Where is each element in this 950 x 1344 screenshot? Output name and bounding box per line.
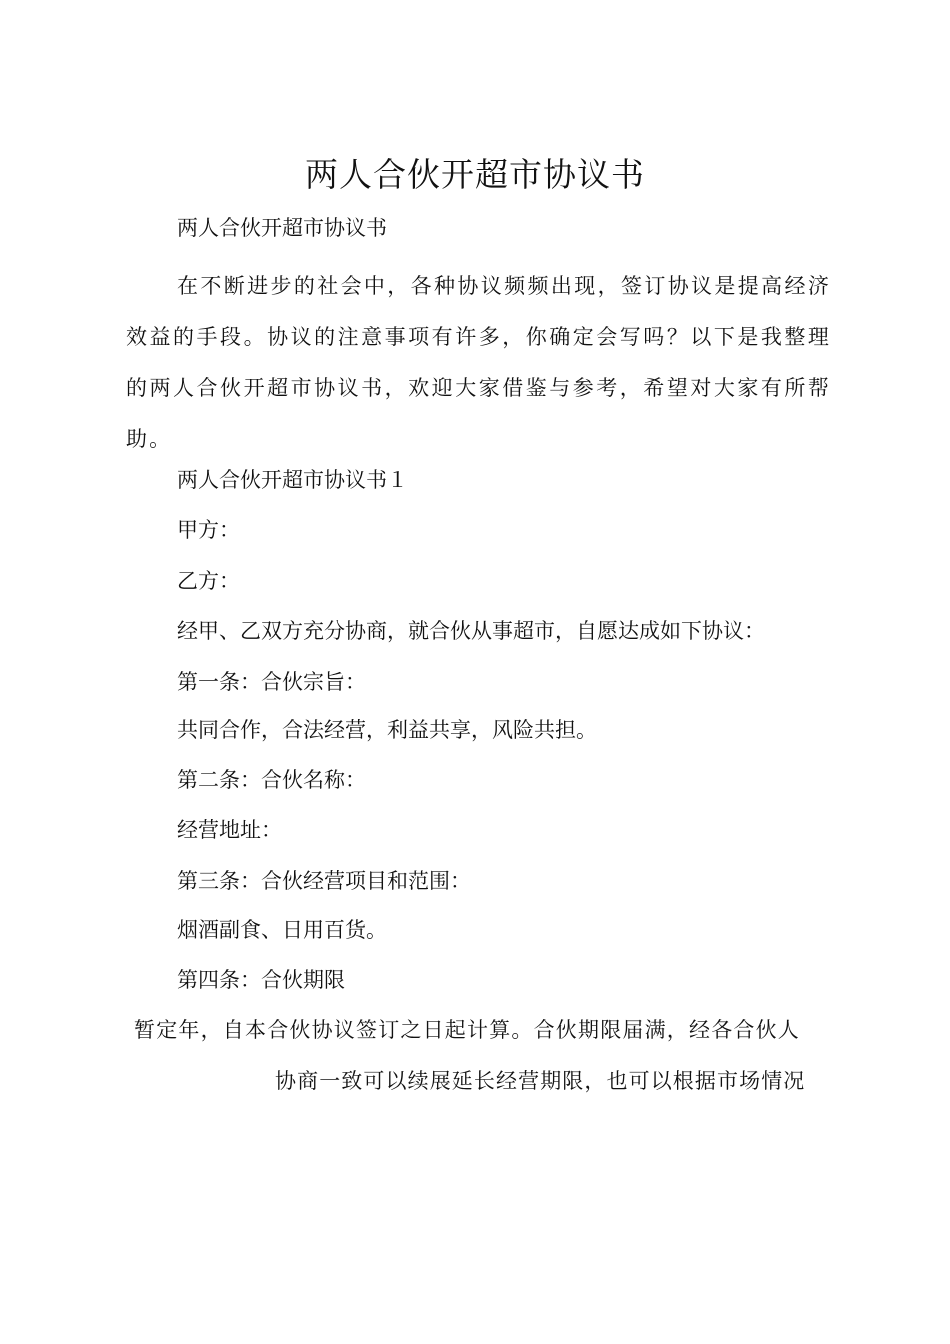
intro-paragraph: 在不断进步的社会中，各种协议频频出现，签订协议是提高经济效益的手段。协议的注意事项有许多，你确定会写吗？以下是我整理的两人合伙开超市协议书，欢迎大家借鉴与参考，希望对大家有所帮助。 xyxy=(126,274,831,451)
article3-heading: 第三条：合伙经营项目和范围： xyxy=(177,869,471,893)
article4-line1: 暂定年，自本合伙协议签订之日起计算。合伙期限届满，经各合伙人 xyxy=(134,1018,800,1042)
article1-text: 共同合作，合法经营，利益共享，风险共担。 xyxy=(177,718,597,742)
article2-address: 经营地址： xyxy=(177,818,282,842)
article3-text: 烟酒副食、日用百货。 xyxy=(177,918,387,942)
document-title: 两人合伙开超市协议书 xyxy=(305,155,645,194)
article4-heading: 第四条：合伙期限 xyxy=(177,968,345,992)
preamble-text: 经甲、乙双方充分协商，就合伙从事超市，自愿达成如下协议： xyxy=(177,619,765,643)
article2-heading: 第二条：合伙名称： xyxy=(177,768,366,792)
section-heading: 两人合伙开超市协议书１ xyxy=(177,468,408,492)
party-a-label: 甲方： xyxy=(177,518,240,542)
article1-heading: 第一条：合伙宗旨： xyxy=(177,670,366,694)
article4-line2: 协商一致可以续展延长经营期限，也可以根据市场情况 xyxy=(275,1069,806,1093)
party-b-label: 乙方： xyxy=(177,569,240,593)
document-subtitle: 两人合伙开超市协议书 xyxy=(177,216,387,240)
